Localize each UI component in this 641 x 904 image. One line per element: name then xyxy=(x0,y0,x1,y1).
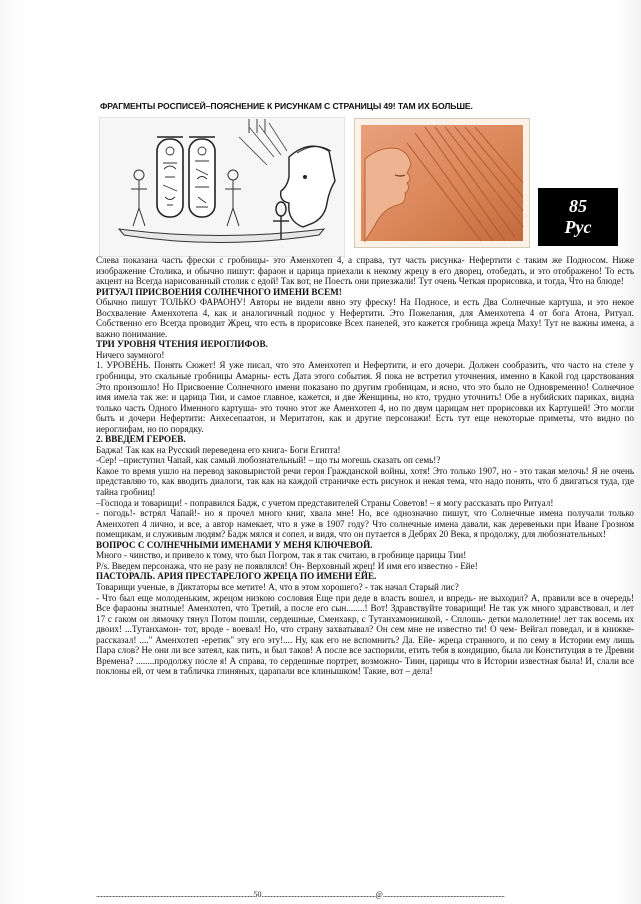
nefertiti-relief-photo xyxy=(354,118,530,248)
section-heading: 2. ВВЕДЕМ ГЕРОЕВ. xyxy=(96,434,186,445)
page-footer: .........................................................................................................50............................................................................@................................................................................. xyxy=(96,890,505,899)
article-body xyxy=(96,255,634,677)
section-heading: РИТУАЛ ПРИСВОЕНИЯ СОЛНЕЧНОГО ИМЕНИ ВСЕМ! xyxy=(96,286,342,297)
section-heading: ПАСТОРАЛЬ. АРИЯ ПРЕСТАРЕЛОГО ЖРЕЦА ПО ИМЕНИ ЕЙЕ. xyxy=(96,571,377,582)
paragraph: Какое то время ушло на перевод заковыристой речи героя Гражданской войны, хотя! Это только 1907, но - это такая мелочь! Я не очень представляю то, как вводить диалоги, так как на каждой страничке есть рисунок и некая тема, что надо понять, что б двигаться туда, где тайна гробниц! xyxy=(96,465,634,498)
paragraph: 1. УРОВЕНЬ. Понять Сюжет! Я уже писал, что это Аменхотеп и Нефертити, и его дочери. Должен сообразить, что часто на стеле у гробницы, это скальные гробницы Амарны- есть Дата этого события. Я пока не встретил уточнения, именно в Какой год царствования Это произошло! Но Присвоение Солнечного имени показано по другим гробницам, и ясно, что это было не Одновременно! Солнечное имя имела так же: и царица Тии, и самое главное, кажется, и две Женщины, но кто, трудно уточнить! Обе в нубийских париках, видна только часть Одного Именного картуша- это точно этот же Аменхотеп 4, но по двум царицам нет прорисовки их Картушей! Это могли быть и дочери Нефертити: Анхесепаатон, и Меритатон, как и другие персонажи! Есть тут еще некоторые приметы, что видно по иероглифам, но по порядку. xyxy=(96,360,634,434)
paragraph: Много - чинство, и привело к тому, что был Погром, так я так считаю, в гробнице царицы Тии! xyxy=(96,550,467,561)
badge-language: Рус xyxy=(564,217,592,237)
section-heading: ТРИ УРОВНЯ ЧТЕНИЯ ИЕРОГЛИФОВ. xyxy=(96,339,268,350)
paragraph: - Что был еще молоденьким, жрецом низкою сословия Еще при деде в власть вошел, и впредь- не выходил? А, правили все в очередь! Все фараоны знатные! Аменхотеп, что Третий, а после его сын........! Вот! Здравствуйте товарищи! Не так уж много здравствовал, и лет 17 с гаком он лямочку тянул Потом пошли, сердешные, Сменхакр, с Тутанхамонишкой, - Сплошь- детки малолетние! лет так восемь их двоих! ...Тутанхамон- тот, вроде - воевал! Но, что страну захватывал? Он сем мне не известно ти! О чем- Вейгал поведал, и в книжке- рассказал! ...." Аменхотеп -еретик" эту его эту!.... Ну, как его не вспомнить? Да. Ейе- жреца странного, и по сему в Истории ему лишь Пара слов? Не они ли все затеял, как пить, и был таков! А после все заспорили, етить тебя в кондицию, была ли Конституция в те Древни Времена? ........продолжу после я! А справа, то сердешные портрет, возможно- Тиин, царицы что в Истории известная была! И, слали все поклоны ей, от чем в табличка глиняных, царапали все клинышком! Такие, вот – дела! xyxy=(96,592,634,677)
paragraph: Ничего заумного! xyxy=(96,349,165,360)
paragraph: -Сер! –приступил Чапай, как самый любознательный! – що ты могешь сказать оп семь!? xyxy=(96,455,441,466)
page-heading: ФРАГМЕНТЫ РОСПИСЕЙ–ПОЯСНЕНИЕ К РИСУНКАМ С СТРАНИЦЫ 49! ТАМ ИХ БОЛЬШЕ. xyxy=(100,101,473,111)
fresco-drawing xyxy=(99,117,345,257)
page-number: 50 xyxy=(253,890,262,899)
paragraph: P/s. Введем персонажа, что не разу не появлялся! Он- Верховный жрец! И имя его известно - Ейе! xyxy=(96,560,478,571)
footer-mark: @ xyxy=(375,890,383,899)
language-badge xyxy=(538,188,618,246)
paragraph: Товарищи ученые, в Диктаторы все метите! А, что в этом хорошего? - так начал Старый лис? xyxy=(96,581,459,592)
paragraph: Баджа! Так как на Русский переведена его книга- Боги Египта! xyxy=(96,444,341,455)
paragraph: - погодь!- встрял Чапай!- но я прочел много книг, хвала мне! Но, все однозначно пишут, что Солнечные имена получали только Аменхотеп 4 лично, и все, а автор намекает, что я уже в 1907 году? Что солнечные имена давали, как деревеньки при Иване Грозном помещикам, и служивым людям? Бадж мялся и сопел, и видя, что он путается в Дебрях 20 Века, я продолжу, для любознательных! xyxy=(96,508,634,540)
section-heading: ВОПРОС С СОЛНЕЧНЫМИ ИМЕНАМИ У МЕНЯ КЛЮЧЕВОЙ. xyxy=(96,539,373,550)
badge-number: 85 xyxy=(569,196,587,216)
paragraph: –Господа и товарищи! - поправился Бадж, с учетом представителей Страны Советов! – я могу рассказать про Ритуал! xyxy=(96,497,554,508)
paragraph: Обычно пишут ТОЛЬКО ФАРАОНУ! Авторы не видели явно эту фреску! На Подносе, и есть Два Солнечные картуша, и это некое Восхваление Аменхотепа 4, как и аналогичный поднос у Нефертити. Это Пожелания, для Аменхотепа 4 от бога Атона, Ритуал. Собственно его Всегда проводит Жрец, что есть в прорисовке Всех панелей, это кажется гробница жреца Маху! Тут не важны имена, а важно понимание. xyxy=(96,297,634,339)
paragraph: Слева показана часть фрески с гробницы- это Аменхотеп 4, а справа, тут часть рисунка- Нефертити с таким же Подносом. Ниже изображение Столика, и обычно пишут: фараон и царица приехали к некому жрецу в его дворец, отобедать, и это отображено! То есть акцент на Всегда нарисованный столик с едой! Так вот, не Поесть они приезжали! Тут очень Четкая прорисовка, и тогда, Что на блюде! xyxy=(96,255,634,287)
